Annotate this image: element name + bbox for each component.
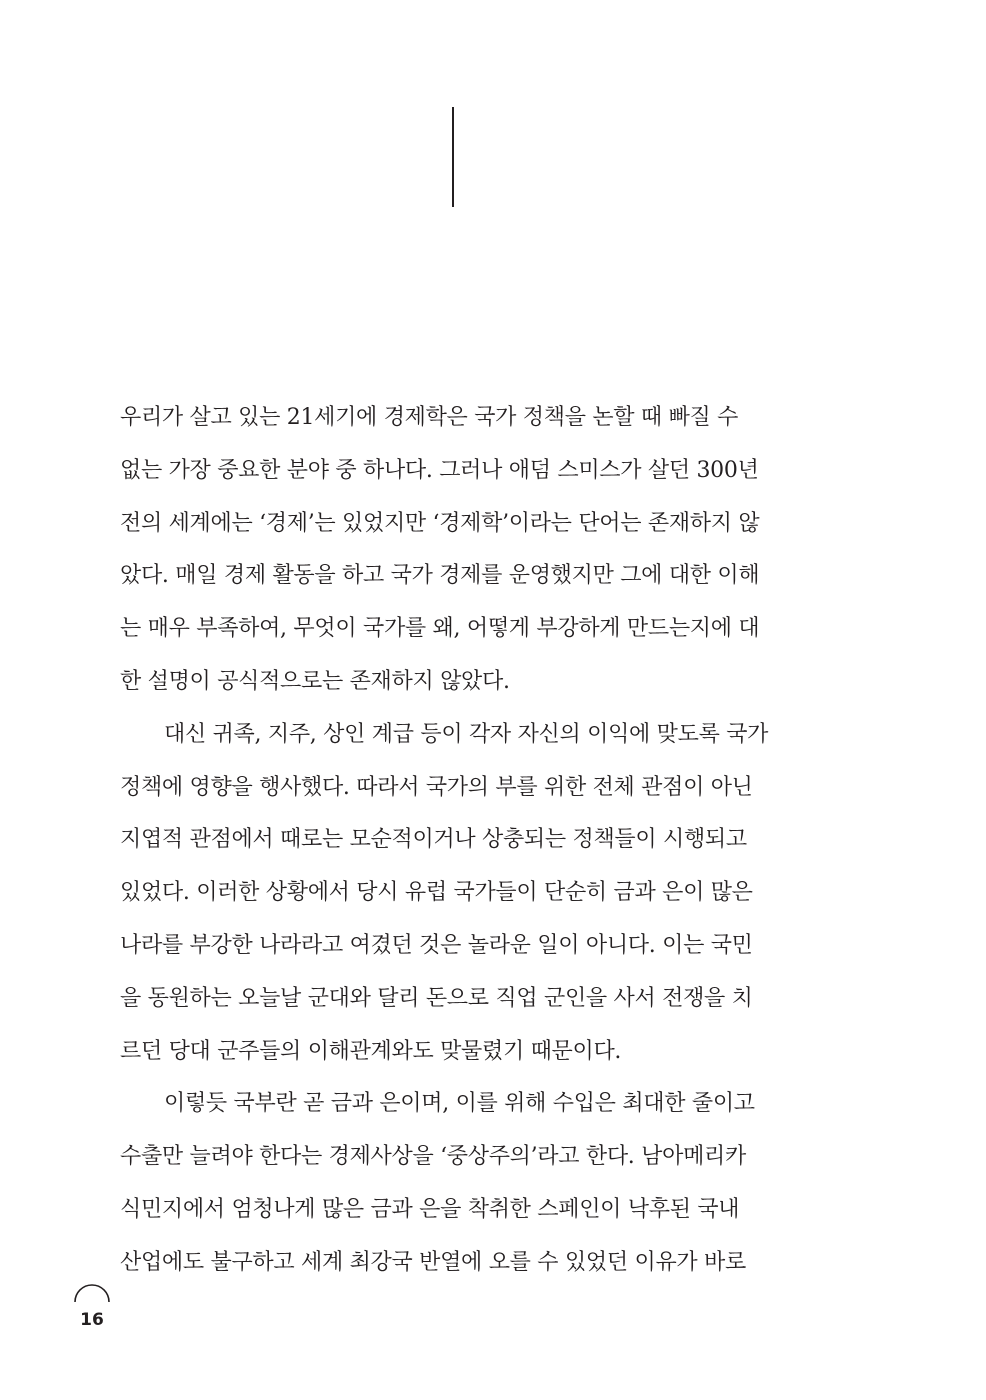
chapter-divider-rule	[452, 107, 454, 207]
text-line: 는 매우 부족하여, 무엇이 국가를 왜, 어떻게 부강하게 만드는지에 대	[120, 616, 760, 642]
text-line: 대신 귀족, 지주, 상인 계급 등이 각자 자신의 이익에 맞도록 국가	[164, 721, 769, 747]
text-line: 전의 세계에는 ‘경제’는 있었지만 ‘경제학’이라는 단어는 존재하지 않	[120, 510, 760, 536]
paragraph	[120, 392, 786, 709]
text-line: 을 동원하는 오늘날 군대와 달리 돈으로 직업 군인을 사서 전쟁을 치	[120, 985, 753, 1011]
page-number-arc-icon	[72, 1283, 112, 1303]
paragraph	[120, 1078, 786, 1289]
text-line: 식민지에서 엄청나게 많은 금과 은을 착취한 스페인이 낙후된 국내	[120, 1196, 740, 1222]
text-line: 우리가 살고 있는 21세기에 경제학은 국가 정책을 논할 때 빠질 수	[120, 405, 739, 430]
text-line: 수출만 늘려야 한다는 경제사상을 ‘중상주의’라고 한다. 남아메리카	[120, 1144, 746, 1170]
page-number: 16	[80, 1310, 104, 1330]
text-line: 한 설명이 공식적으로는 존재하지 않았다.	[120, 668, 510, 694]
text-line: 았다. 매일 경제 활동을 하고 국가 경제를 운영했지만 그에 대한 이해	[120, 563, 760, 589]
text-line: 있었다. 이러한 상황에서 당시 유럽 국가들이 단순히 금과 은이 많은	[120, 880, 753, 906]
paragraph	[120, 709, 786, 1079]
text-line: 산업에도 불구하고 세계 최강국 반열에 오를 수 있었던 이유가 바로	[120, 1249, 746, 1275]
body-text	[120, 392, 786, 1290]
text-line: 이렇듯 국부란 곧 금과 은이며, 이를 위해 수입은 최대한 줄이고	[164, 1091, 755, 1117]
text-line: 없는 가장 중요한 분야 중 하나다. 그러나 애덤 스미스가 살던 300년	[120, 457, 759, 483]
text-line: 르던 당대 군주들의 이해관계와도 맞물렸기 때문이다.	[120, 1038, 622, 1064]
text-line: 나라를 부강한 나라라고 여겼던 것은 놀라운 일이 아니다. 이는 국민	[120, 932, 753, 958]
text-line: 지엽적 관점에서 때로는 모순적이거나 상충되는 정책들이 시행되고	[120, 827, 747, 853]
text-line: 정책에 영향을 행사했다. 따라서 국가의 부를 위한 전체 관점이 아닌	[120, 774, 753, 800]
